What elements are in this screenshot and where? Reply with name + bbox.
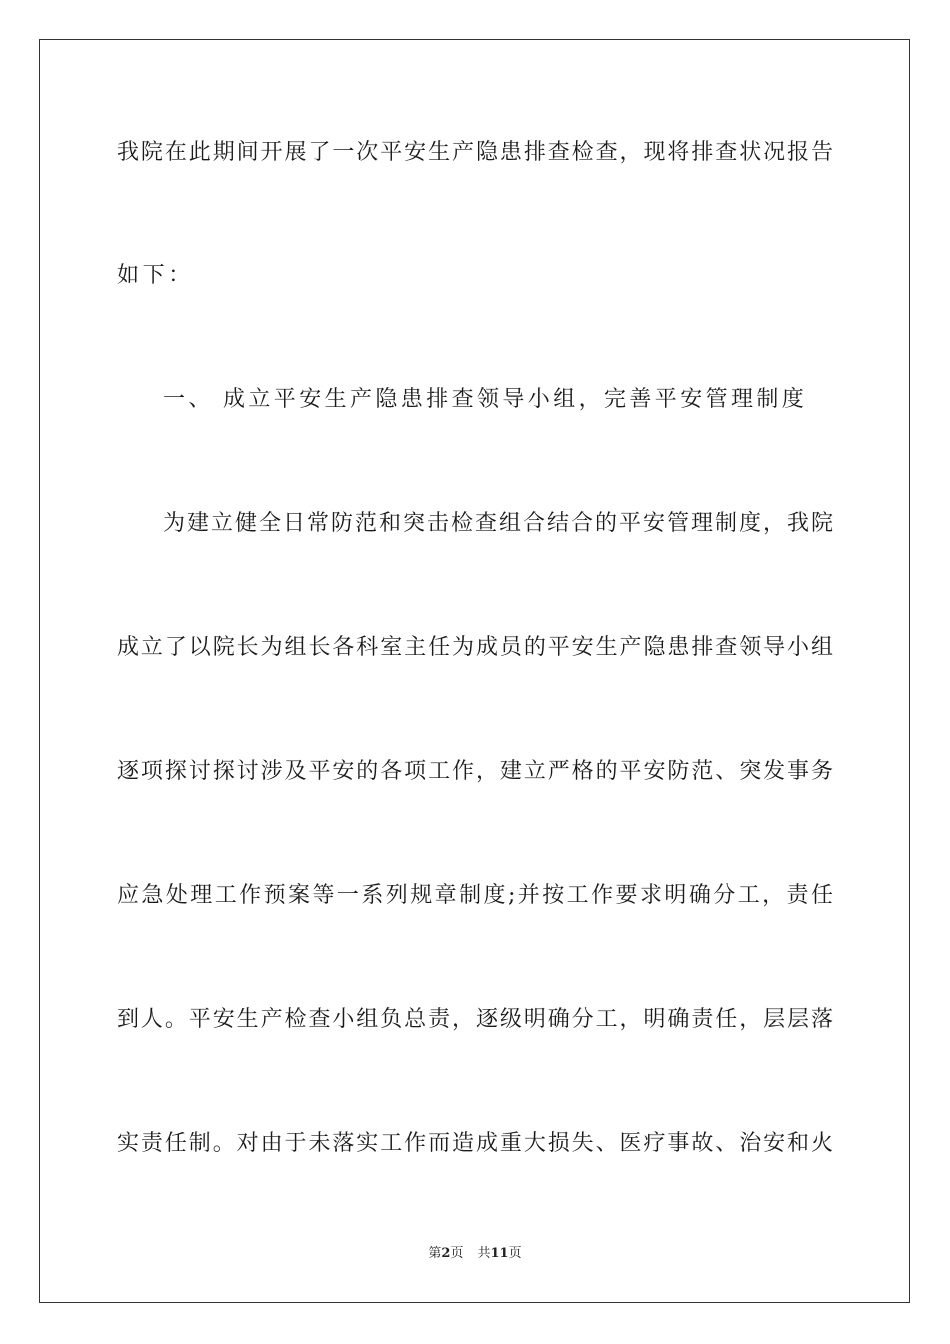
paragraph-line-5: 到人。平安生产检查小组负总责，逐级明确分工，明确责任，层层落 [117,1007,833,1032]
paragraph-line-3: 逐项探讨探讨涉及平安的各项工作，建立严格的平安防范、突发事务 [117,759,833,784]
paragraph-line-1: 为建立健全日常防范和突击检查组合结合的平安管理制度，我院 [163,511,833,536]
paragraph-line-4: 应急处理工作预案等一系列规章制度;并按工作要求明确分工，责任 [117,883,833,908]
paragraph-line-2: 成立了以院长为组长各科室主任为成员的平安生产隐患排查领导小组 [117,635,833,660]
footer-total-pages: 11 [490,1246,509,1261]
page-footer [0,1244,950,1264]
body-line-2: 如下： [117,263,194,288]
section-heading-text: 成立平安生产隐患排查领导小组，完善平安管理制度 [223,387,808,412]
section-heading [163,384,807,416]
footer-total-suffix: 页 [508,1246,522,1261]
body-line-1: 我院在此期间开展了一次平安生产隐患排查检查，现将排查状况报告 [117,140,833,165]
footer-page-suffix: 页 [450,1246,464,1261]
footer-page-prefix: 第 [428,1246,442,1261]
footer-total-prefix: 共 [477,1246,491,1261]
page-border [39,39,910,1303]
footer-page-number: 2 [441,1246,451,1261]
section-heading-number: 一、 [163,387,214,412]
paragraph-line-6: 实责任制。对由于未落实工作而造成重大损失、医疗事故、治安和火 [117,1131,833,1156]
